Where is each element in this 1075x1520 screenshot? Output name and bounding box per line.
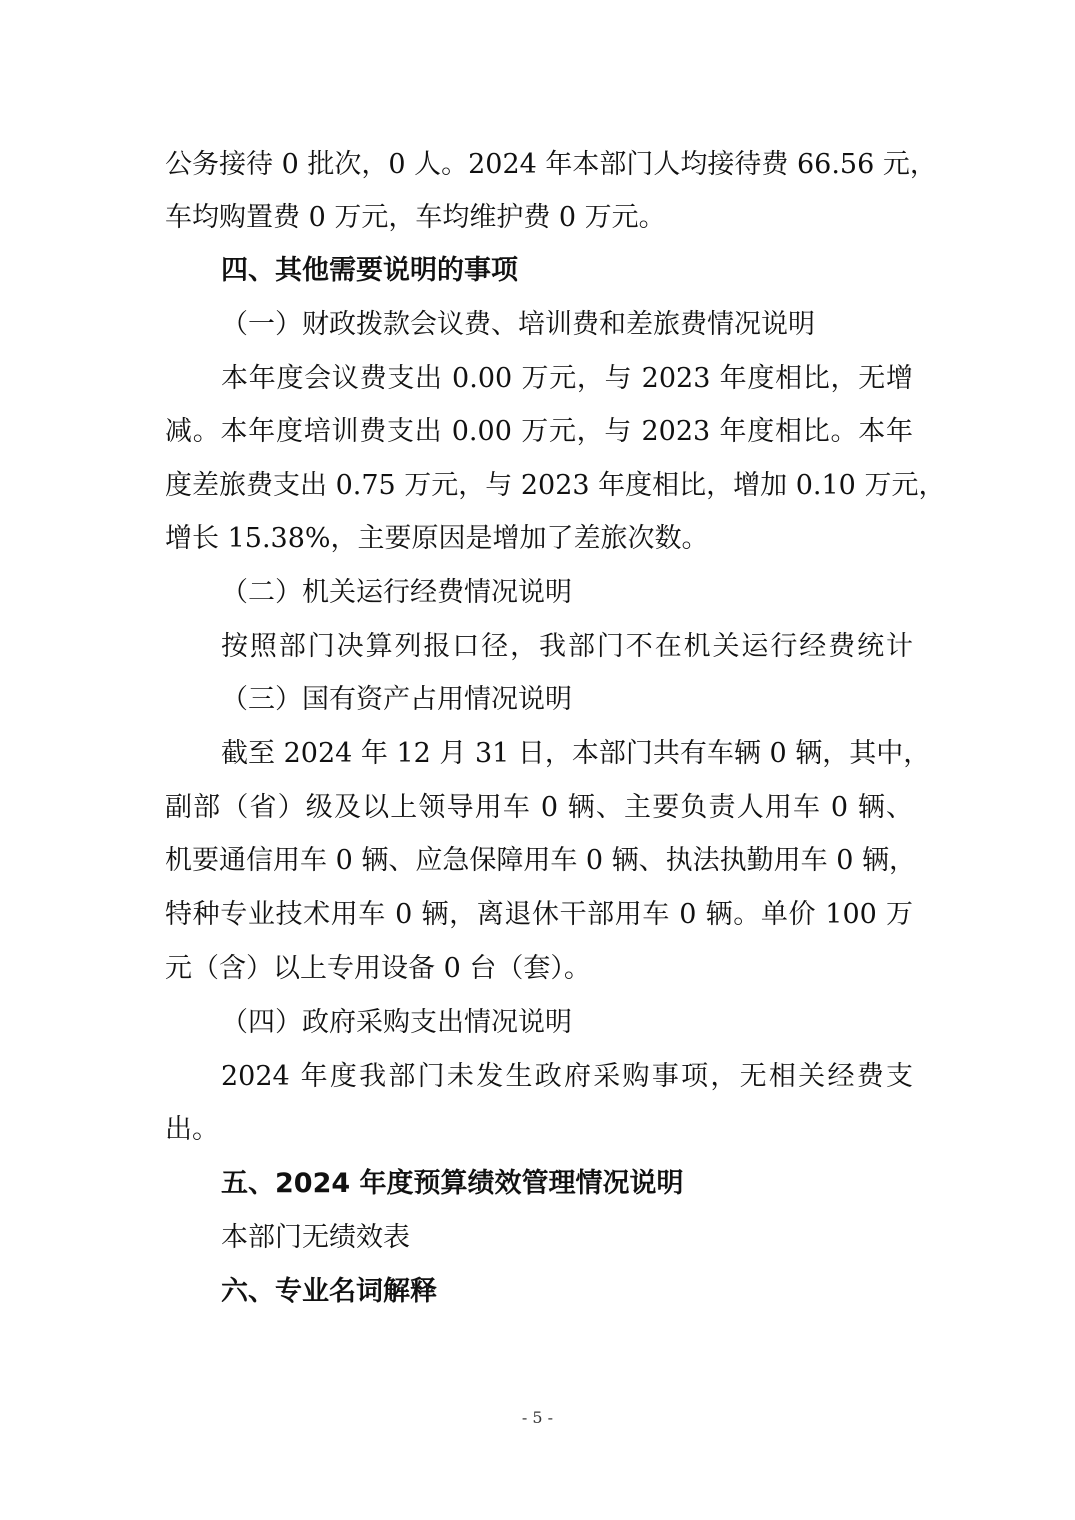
paragraph-line: 公务接待 0 批次，0 人。2024 年本部门人均接待费 66.56 元， <box>165 149 937 180</box>
subsection-heading-2: （二）机关运行经费情况说明 <box>221 577 572 608</box>
paragraph-line: 增长 15.38%，主要原因是增加了差旅次数。 <box>165 523 709 554</box>
paragraph-line: 出。 <box>165 1114 219 1145</box>
paragraph-line: 按照部门决算列报口径，我部门不在机关运行经费统计 <box>221 631 913 662</box>
subsection-heading-3: （三）国有资产占用情况说明 <box>221 684 572 715</box>
section-heading-5: 五、2024 年度预算绩效管理情况说明 <box>221 1168 684 1199</box>
paragraph-line: 度差旅费支出 0.75 万元，与 2023 年度相比，增加 0.10 万元， <box>165 470 946 501</box>
paragraph-line: 特种专业技术用车 0 辆，离退休干部用车 0 辆。单价 100 万 <box>165 899 913 930</box>
paragraph-line: 2024 年度我部门未发生政府采购事项，无相关经费支 <box>221 1061 913 1092</box>
paragraph-line: 减。本年度培训费支出 0.00 万元，与 2023 年度相比。本年 <box>165 416 913 447</box>
paragraph-line: 本部门无绩效表 <box>221 1222 410 1253</box>
subsection-heading-1: （一）财政拨款会议费、培训费和差旅费情况说明 <box>221 309 815 340</box>
subsection-heading-4: （四）政府采购支出情况说明 <box>221 1007 572 1038</box>
paragraph-line: 本年度会议费支出 0.00 万元，与 2023 年度相比，无增 <box>221 363 913 394</box>
paragraph-line: 副部（省）级及以上领导用车 0 辆、主要负责人用车 0 辆、 <box>165 792 913 823</box>
paragraph-line: 元（含）以上专用设备 0 台（套）。 <box>165 953 591 984</box>
section-heading-4: 四、其他需要说明的事项 <box>221 255 518 286</box>
paragraph-line: 截至 2024 年 12 月 31 日，本部门共有车辆 0 辆，其中， <box>221 738 931 769</box>
paragraph-line: 机要通信用车 0 辆、应急保障用车 0 辆、执法执勤用车 0 辆， <box>165 845 917 876</box>
paragraph-line: 车均购置费 0 万元，车均维护费 0 万元。 <box>165 202 666 233</box>
page-number: - 5 - <box>521 1408 554 1427</box>
section-heading-6: 六、专业名词解释 <box>221 1276 437 1307</box>
